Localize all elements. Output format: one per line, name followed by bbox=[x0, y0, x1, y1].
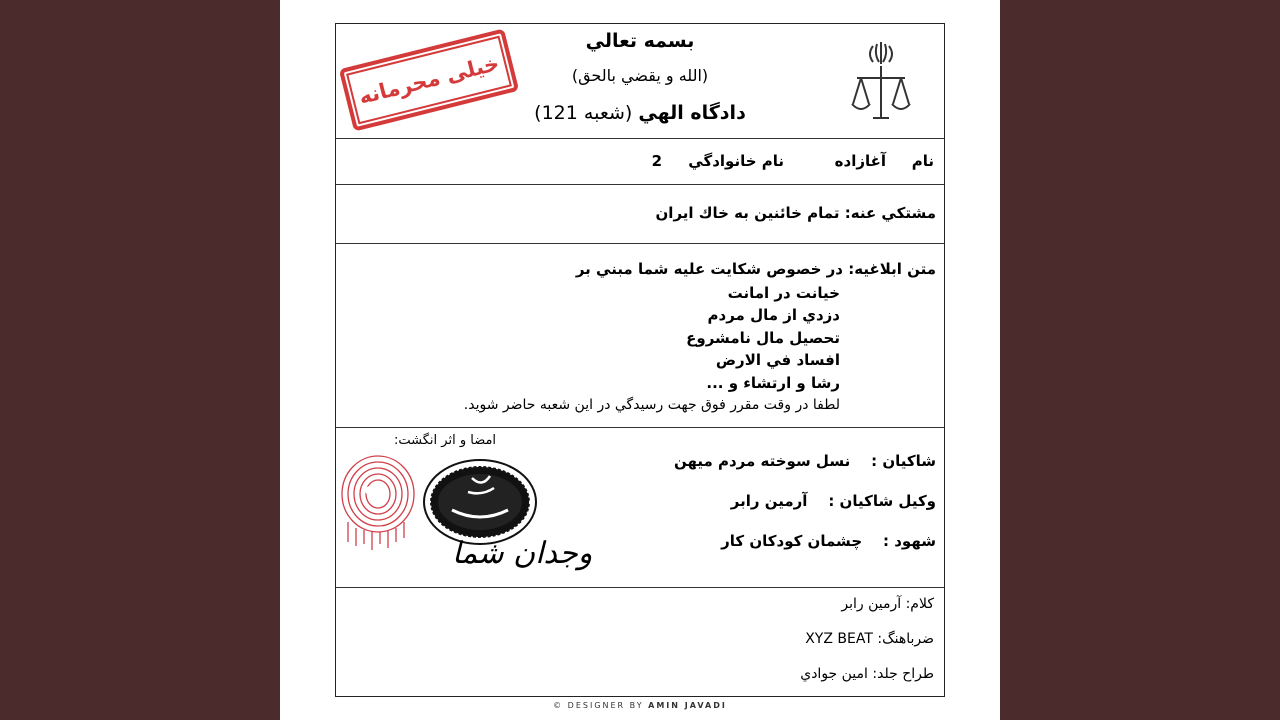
confidential-stamp: خیلی محرمانه bbox=[339, 28, 519, 131]
charge-item: رشا و ارتشاء و ... bbox=[706, 373, 840, 392]
fingerprint-icon bbox=[338, 452, 418, 552]
credit-value: آرمين رابر bbox=[841, 596, 902, 612]
accused-row bbox=[336, 185, 944, 244]
notice-intro: در خصوص شكايت عليه شما مبني بر bbox=[575, 260, 843, 278]
charge-item: دزدي از مال مردم bbox=[707, 306, 840, 325]
designer-prefix: © DESIGNER BY bbox=[553, 701, 644, 710]
document-title: بسمه تعالي bbox=[585, 30, 695, 52]
designer-credit bbox=[280, 701, 1000, 710]
charge-item: تحصيل مال نامشروع bbox=[686, 328, 840, 347]
credit-label: كلام: bbox=[905, 596, 934, 612]
notice-closing: لطفا در وقت مقرر فوق جهت رسيدگي در اين شعبه حاضر شويد. bbox=[463, 397, 840, 414]
accused-value: تمام خائنين به خاك ايران bbox=[655, 204, 840, 222]
plaintiffs-lawyer-row bbox=[731, 492, 936, 510]
plaintiffs-label: شاكيان : bbox=[871, 452, 936, 470]
credit-label: طراح جلد: bbox=[872, 666, 934, 682]
accused-label: مشتكي عنه: bbox=[844, 204, 936, 222]
credit-value: امين جوادي bbox=[800, 666, 868, 682]
credits-section bbox=[336, 588, 944, 696]
witnesses-row bbox=[721, 532, 936, 550]
plaintiffs-row bbox=[674, 452, 936, 470]
notice-section bbox=[336, 244, 944, 428]
signature-label: امضا و اثر انگشت: bbox=[394, 433, 497, 448]
charge-item: افساد في الارض bbox=[715, 351, 840, 370]
parties-section bbox=[336, 428, 944, 588]
court-branch: (شعبه 121) bbox=[534, 102, 633, 124]
witnesses-label: شهود : bbox=[883, 532, 936, 550]
court-summons-document bbox=[335, 23, 945, 697]
credit-lyrics bbox=[841, 596, 934, 612]
plaintiffs-value: نسل سوخته مردم ميهن bbox=[673, 452, 851, 470]
lawyer-value: آرمين رابر bbox=[730, 492, 808, 510]
surname-label: نام خانوادگي bbox=[688, 152, 784, 170]
notice-label: متن ابلاغيه: bbox=[848, 260, 936, 278]
signature-handwriting: وجدان شما bbox=[452, 536, 593, 571]
accused-field bbox=[656, 204, 937, 222]
notice-heading bbox=[576, 260, 936, 278]
surname-value: 2 bbox=[651, 152, 662, 170]
charge-item: خيانت در امانت bbox=[727, 284, 840, 302]
cover-page bbox=[280, 0, 1000, 720]
lawyer-label: وكيل شاكيان : bbox=[828, 492, 936, 510]
designer-name: AMIN JAVADI bbox=[648, 701, 727, 710]
document-subtitle: (الله و يقضي بالحق) bbox=[571, 66, 709, 85]
witnesses-value: چشمان كودكان كار bbox=[721, 532, 863, 550]
seal-icon bbox=[422, 458, 538, 546]
charges-list bbox=[464, 282, 840, 416]
name-label: نام bbox=[911, 152, 934, 170]
credit-label: ضرباهنگ: bbox=[877, 631, 934, 647]
name-value: آغازاده bbox=[834, 152, 886, 170]
document-header bbox=[336, 24, 944, 139]
court-name: دادگاه الهي bbox=[638, 102, 746, 124]
credit-value: XYZ BEAT bbox=[805, 631, 873, 647]
credit-cover-designer bbox=[800, 666, 934, 682]
credit-beat bbox=[805, 631, 934, 647]
name-row bbox=[336, 139, 944, 185]
